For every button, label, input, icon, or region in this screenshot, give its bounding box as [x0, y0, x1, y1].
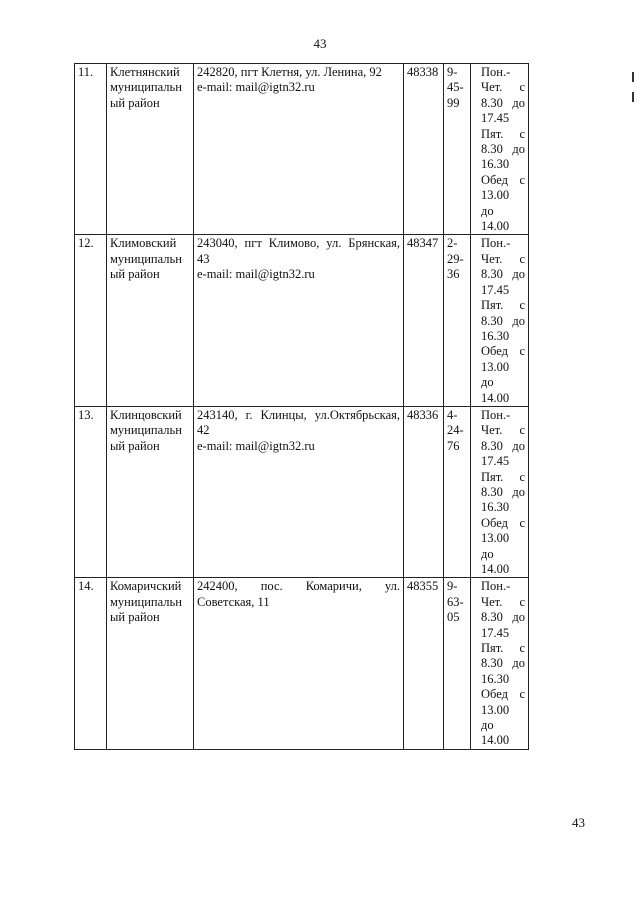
- phone-number: 9- 63- 05: [444, 578, 471, 749]
- phone-code: 48336: [404, 406, 444, 577]
- address: 242820, пгт Клетня, ул. Ленина, 92: [197, 65, 382, 79]
- district-name: Комаричский муниципальн ый район: [107, 578, 194, 749]
- table-row: [75, 64, 529, 235]
- table-row: [75, 235, 529, 406]
- working-hours: Пон.- Чет. с 8.30 до 17.45 Пят. с 8.30 до 16.30 Обед с 13.00 до 14.00: [471, 64, 529, 235]
- phone-code: 48338: [404, 64, 444, 235]
- district-name: Клинцовский муниципальн ый район: [107, 406, 194, 577]
- address-cell: [194, 406, 404, 577]
- margin-mark: [632, 72, 634, 82]
- address: 242400, пос. Комаричи, ул. Советская, 11: [197, 579, 400, 609]
- district-contacts-table: [74, 63, 529, 750]
- phone-number: 9- 45- 99: [444, 64, 471, 235]
- email: e-mail: mail@igtn32.ru: [197, 438, 315, 453]
- phone-number: 4- 24- 76: [444, 406, 471, 577]
- row-number: 14.: [75, 578, 107, 749]
- working-hours: Пон.- Чет. с 8.30 до 17.45 Пят. с 8.30 до 16.30 Обед с 13.00 до 14.00: [471, 578, 529, 749]
- row-number: 12.: [75, 235, 107, 406]
- address-cell: [194, 578, 404, 749]
- row-number: 13.: [75, 406, 107, 577]
- working-hours: Пон.- Чет. с 8.30 до 17.45 Пят. с 8.30 до 16.30 Обед с 13.00 до 14.00: [471, 406, 529, 577]
- district-name: Клетнянский муниципальн ый район: [107, 64, 194, 235]
- table-row: [75, 406, 529, 577]
- address-cell: [194, 235, 404, 406]
- address: 243140, г. Клинцы, ул.Октябрьская, 42: [197, 407, 400, 438]
- phone-number: 2- 29- 36: [444, 235, 471, 406]
- email: e-mail: mail@igtn32.ru: [197, 80, 315, 95]
- row-number: 11.: [75, 64, 107, 235]
- phone-code: 48347: [404, 235, 444, 406]
- district-name: Климовский муниципальн ый район: [107, 235, 194, 406]
- phone-code: 48355: [404, 578, 444, 749]
- table-row: [75, 578, 529, 749]
- page-number-top: 43: [313, 36, 327, 51]
- working-hours: Пон.- Чет. с 8.30 до 17.45 Пят. с 8.30 до 16.30 Обед с 13.00 до 14.00: [471, 235, 529, 406]
- margin-mark: [632, 92, 634, 102]
- page-number-bottom: 43: [572, 815, 585, 830]
- email: e-mail: mail@igtn32.ru: [197, 267, 315, 282]
- address-cell: [194, 64, 404, 235]
- address: 243040, пгт Климово, ул. Брянская, 43: [197, 236, 400, 266]
